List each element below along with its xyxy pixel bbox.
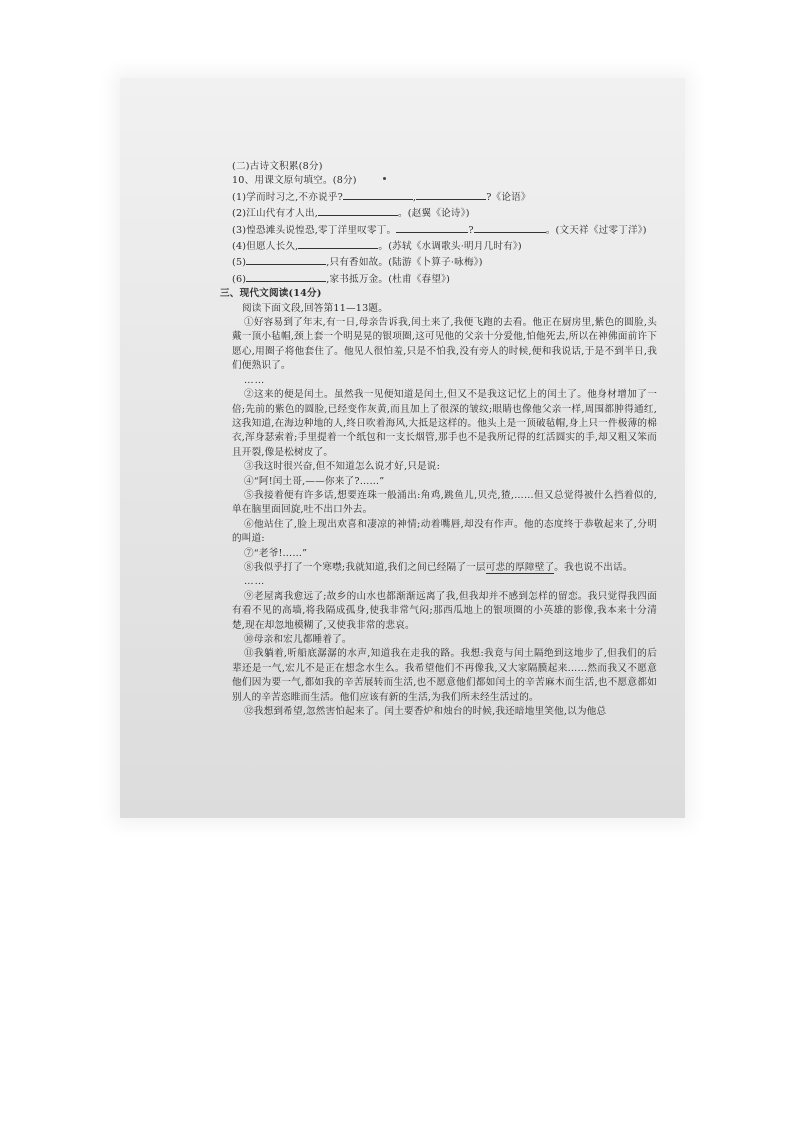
fill-item-3: (3)惶恐滩头说惶恐,零丁洋里叹零丁。 ? 。(文天祥《过零丁洋》) xyxy=(232,222,657,238)
paragraph-10: ⑩母亲和宏儿都睡着了。 xyxy=(244,634,352,645)
reading-instruction: 阅读下面文段,回答第11—13题。 xyxy=(242,302,388,314)
paragraph-2: ②这来的便是闰土。虽然我一见便知道是闰土,但又不是我这记忆上的闰土了。他身材增加了一倍;先前的紫色的圆脸,已经变作灰黄,而且加上了很深的皱纹;眼睛也像他父亲一样,周围都肿得通红,这我知道,在海边种地的人,终日吹着海风,大抵是这样的。他头上是一顶破毡帽,身上只一件极薄的棉衣,浑身瑟索着;手里提着一个纸包和一支长烟管,那手也不是我所记得的红活圆实的手,却又粗又笨而且开裂,像是松树皮了。 xyxy=(232,389,657,458)
paragraph-12: ⑫我想到希望,忽然害怕起来了。闰土要香炉和烛台的时候,我还暗地里笑他,以为他总 xyxy=(244,706,607,718)
exam-text xyxy=(220,160,657,820)
ellipsis: …… xyxy=(244,576,266,588)
fill-item-1: (1)学而时习之,不亦说乎? , ?《论语》 xyxy=(232,189,657,205)
answer-blank[interactable] xyxy=(318,205,398,216)
paragraph-11: ⑪我躺着,听船底潺潺的水声,知道我在走我的路。我想:我竟与闰土隔绝到这地步了,但我们的后辈还是一气,宏儿不是正在想念水生么。我希望他们不再像我,又大家隔膜起来……然而我又不愿意他们因为要一气,都如我的辛苦展转而生活,也不愿意他们都如闰土的辛苦麻木而生活,也不愿意都如别人的辛苦恣睢而生活。他们应该有新的生活,为我们所未经生活过的。 xyxy=(232,648,657,703)
question-10: 10、用课文原句填空。(8分) xyxy=(232,175,357,187)
fill-item-5: (5) ,只有香如故。(陆游《卜算子·咏梅》) xyxy=(232,254,657,270)
underlined-phrase: 可悲的厚障壁了 xyxy=(485,561,555,573)
paragraph-3: ③我这时很兴奋,但不知道怎么说才好,只是说: xyxy=(244,461,441,473)
answer-blank[interactable] xyxy=(246,254,326,265)
answer-blank[interactable] xyxy=(298,238,378,249)
answer-blank[interactable] xyxy=(246,271,326,282)
answer-blank[interactable] xyxy=(343,189,413,200)
answer-blank[interactable] xyxy=(396,222,468,233)
section2-heading: (二)古诗文积累(8分) xyxy=(232,161,323,172)
paragraph-6: ⑥他站住了,脸上现出欢喜和凄凉的神情;动着嘴唇,却没有作声。他的态度终于恭敬起来了,分明的叫道: xyxy=(232,518,657,545)
paragraph-4: ④“阿!闰土哥,——你来了?……” xyxy=(244,475,385,487)
answer-blank[interactable] xyxy=(474,222,546,233)
answer-blank[interactable] xyxy=(416,189,486,200)
fill-item-6: (6) ,家书抵万金。(杜甫《春望》) xyxy=(232,271,657,287)
paragraph-5: ⑤我接着便有许多话,想要连珠一般涌出:角鸡,跳鱼儿,贝壳,猹,……但又总觉得被什么挡着似的,单在脑里面回旋,吐不出口外去。 xyxy=(232,489,657,516)
fill-item-2: (2)江山代有才人出, 。(赵翼《论诗》) xyxy=(232,205,657,221)
section3-heading: 三、现代文阅读(14分) xyxy=(220,288,322,300)
fill-item-4: (4)但愿人长久, 。(苏轼《水调歌头·明月几时有》) xyxy=(232,238,657,254)
paragraph-7: ⑦“老爷!……” xyxy=(244,547,308,559)
ellipsis: …… xyxy=(244,374,266,386)
paragraph-9: ⑨老屋离我愈远了;故乡的山水也都渐渐远离了我,但我却并不感到怎样的留恋。我只觉得我四面有看不见的高墙,将我隔成孤身,使我非常气闷;那西瓜地上的银项圈的小英雄的影像,我本来十分清楚,现在却忽地模糊了,又使我非常的悲哀。 xyxy=(232,590,657,631)
paragraph-1: ①好容易到了年末,有一日,母亲告诉我,闰土来了,我便飞跑的去看。他正在厨房里,紫色的圆脸,头戴一顶小毡帽,颈上套一个明晃晃的银项圈,这可见他的父亲十分爱他,怕他死去,所以在神佛面前许下愿心,用圈子将他套住了。他见人很怕羞,只是不怕我,没有旁人的时候,便和我说话,于是不到半日,我们便熟识了。 xyxy=(232,317,657,372)
paragraph-8: ⑧我似乎打了一个寒噤;我就知道,我们之间已经隔了一层可悲的厚障壁了。我也说不出话。 xyxy=(244,561,633,573)
